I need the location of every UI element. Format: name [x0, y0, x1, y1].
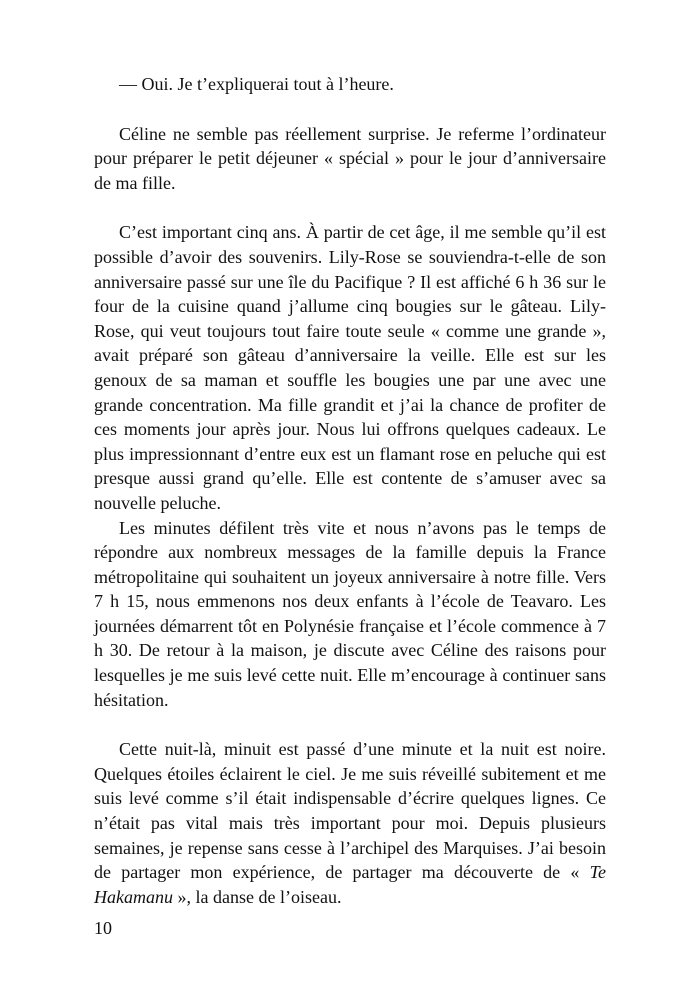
paragraph-dialogue: — Oui. Je t’expliquerai tout à l’heure.	[119, 74, 394, 94]
paragraph-birthday: C’est important cinq ans. À partir de cet âge, il me semble qu’il est possible d’avoir des souvenirs. Lily-Rose se souviendra-t-elle de son anniversaire passé sur une île du Pacifique ? Il est affiché 6 h 36 sur le four de la cuisine quand j’allume cinq bougies sur le gâteau. Lily-Rose, qui veut toujours tout faire toute seule « comme une grande », avait préparé son gâteau d’anniversaire la veille. Elle est sur les genoux de sa maman et souffle les bougies une par une avec une grande concentration. Ma fille grandit et j’ai la chance de profiter de ces moments jour après jour. Nous lui offrons quelques cadeaux. Le plus impressionnant d’entre eux est un flamant rose en peluche qui est presque aussi grand qu’elle. Elle est contente de s’amuser avec sa nouvelle peluche.	[94, 222, 606, 513]
page-number: 10	[94, 918, 112, 938]
paragraph-night-end: », la danse de l’oiseau.	[173, 886, 342, 907]
dance-title: Te Hakamanu	[94, 862, 606, 907]
paragraph-night	[94, 737, 606, 909]
paragraph-night-text: Cette nuit-là, minuit est passé d’une minute et la nuit est noire. Quelques étoiles éclairent le ciel. Je me suis réveillé subitement et me suis levé comme s’il était indispensable d’écrire quelques lignes. Ce n’était pas vital mais très important pour moi. Depuis plusieurs semaines, je repense sans cesse à l’archipel des Marquises. J’ai besoin de partager mon expérience, de partager ma découverte de «	[94, 739, 606, 883]
paragraph-celine: Céline ne semble pas réellement surprise. Je referme l’ordinateur pour préparer le petit déjeuner « spécial » pour le jour d’anniversaire de ma fille.	[94, 123, 606, 193]
page-body	[94, 72, 606, 909]
paragraph-school: Les minutes défilent très vite et nous n’avons pas le temps de répondre aux nombreux messages de la famille depuis la France métropolitaine qui souhaitent un joyeux anniversaire à notre fille. Vers 7 h 15, nous emmenons nos deux enfants à l’école de Teavaro. Les journées démarrent tôt en Polynésie française et l’école commence à 7 h 30. De retour à la maison, je discute avec Céline des raisons pour lesquelles je me suis levé cette nuit. Elle m’encourage à continuer sans hésitation.	[94, 517, 606, 710]
